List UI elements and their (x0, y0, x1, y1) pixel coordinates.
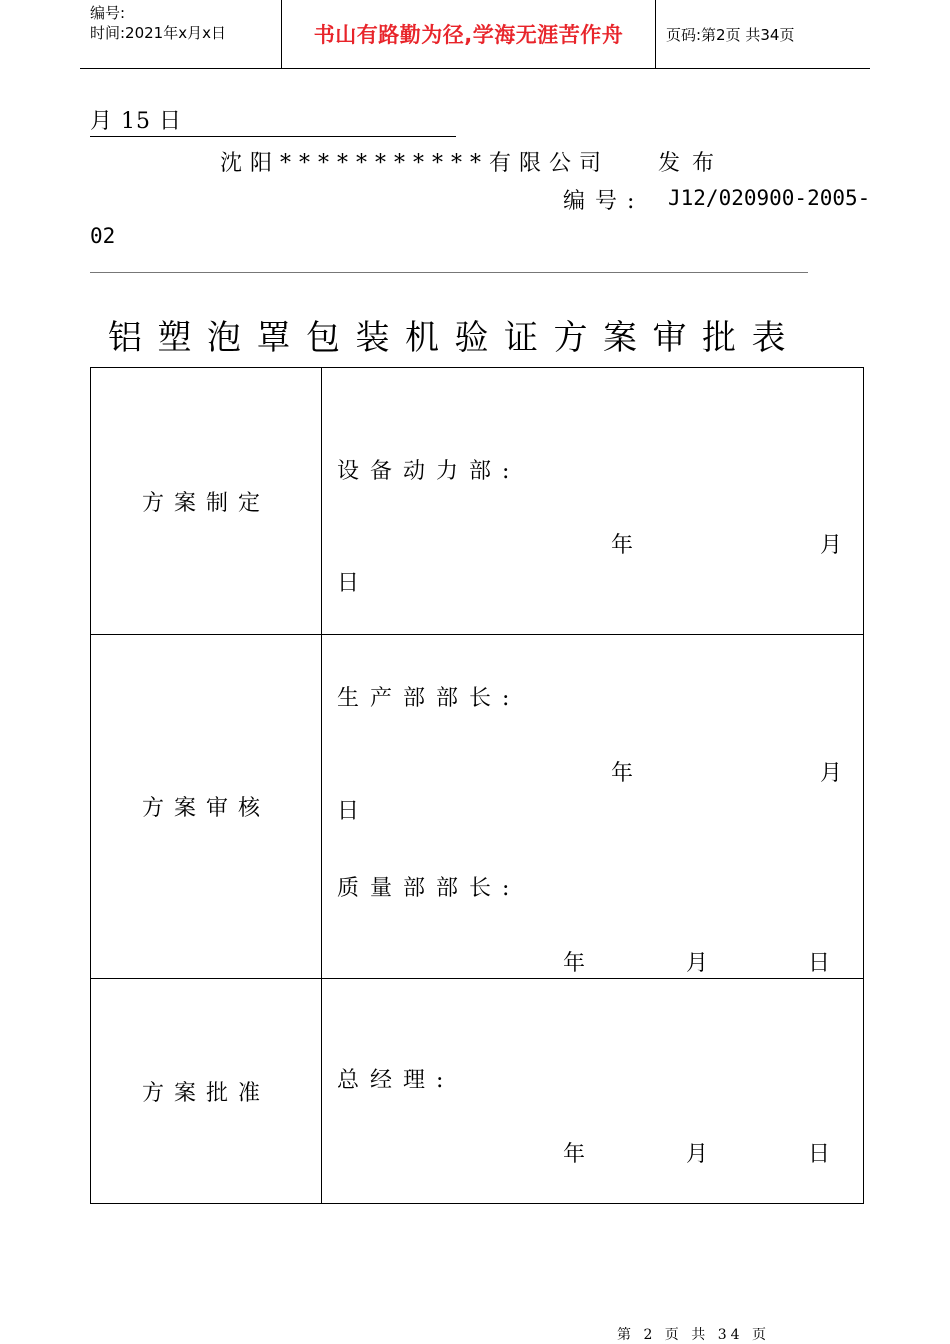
table-row-review (91, 635, 864, 979)
year-label: 年 (563, 1142, 586, 1167)
header-motto: 书山有路勤为径,学海无涯苦作舟 (282, 0, 656, 68)
row-label-formulate: 方案制定 (91, 368, 322, 635)
month-label: 月 (820, 533, 843, 558)
page-title: 铝塑泡罩包装机验证方案审批表 (108, 318, 801, 358)
day-label: 日 (337, 571, 360, 596)
year-label: 年 (611, 761, 634, 786)
row-content-formulate (322, 368, 864, 635)
footer-page-number: 第 2 页 共 34 页 (617, 1327, 770, 1343)
month-label: 月 (686, 1142, 709, 1167)
header-meta (80, 0, 282, 68)
day-label: 日 (808, 951, 831, 976)
header-time: 时间:2021年x月x日 (90, 24, 226, 42)
year-label: 年 (611, 533, 634, 558)
header-page-number: 页码:第2页 共34页 (666, 25, 795, 44)
month-label: 月 (686, 951, 709, 976)
day-label: 日 (337, 799, 360, 824)
table-row-formulate (91, 368, 864, 635)
row-label-review: 方案审核 (91, 635, 322, 979)
doc-number-continued: 02 (90, 224, 116, 248)
row-content-approve (322, 979, 864, 1204)
month-label: 月 (820, 761, 843, 786)
day-label: 日 (808, 1142, 831, 1167)
doc-number-value: J12/020900-2005- (668, 186, 871, 210)
header-number-label: 编号: (90, 4, 126, 22)
signer-role: 设备动力部: (337, 459, 521, 484)
publish-label: 发布 (658, 151, 727, 176)
row-label-approve: 方案批准 (91, 979, 322, 1204)
signer-role: 总经理: (337, 1068, 455, 1093)
divider (90, 272, 808, 273)
company-name: 沈阳***********有限公司 (220, 151, 610, 176)
issue-date-line: 月 15 日 (90, 108, 456, 137)
approval-table (90, 367, 864, 1204)
table-row-approve (91, 979, 864, 1204)
page-header (80, 0, 870, 69)
year-label: 年 (563, 951, 586, 976)
signer-role: 质量部部长: (337, 876, 521, 901)
row-content-review (322, 635, 864, 979)
signer-role: 生产部部长: (337, 686, 521, 711)
doc-number-label: 编号: (563, 189, 645, 214)
